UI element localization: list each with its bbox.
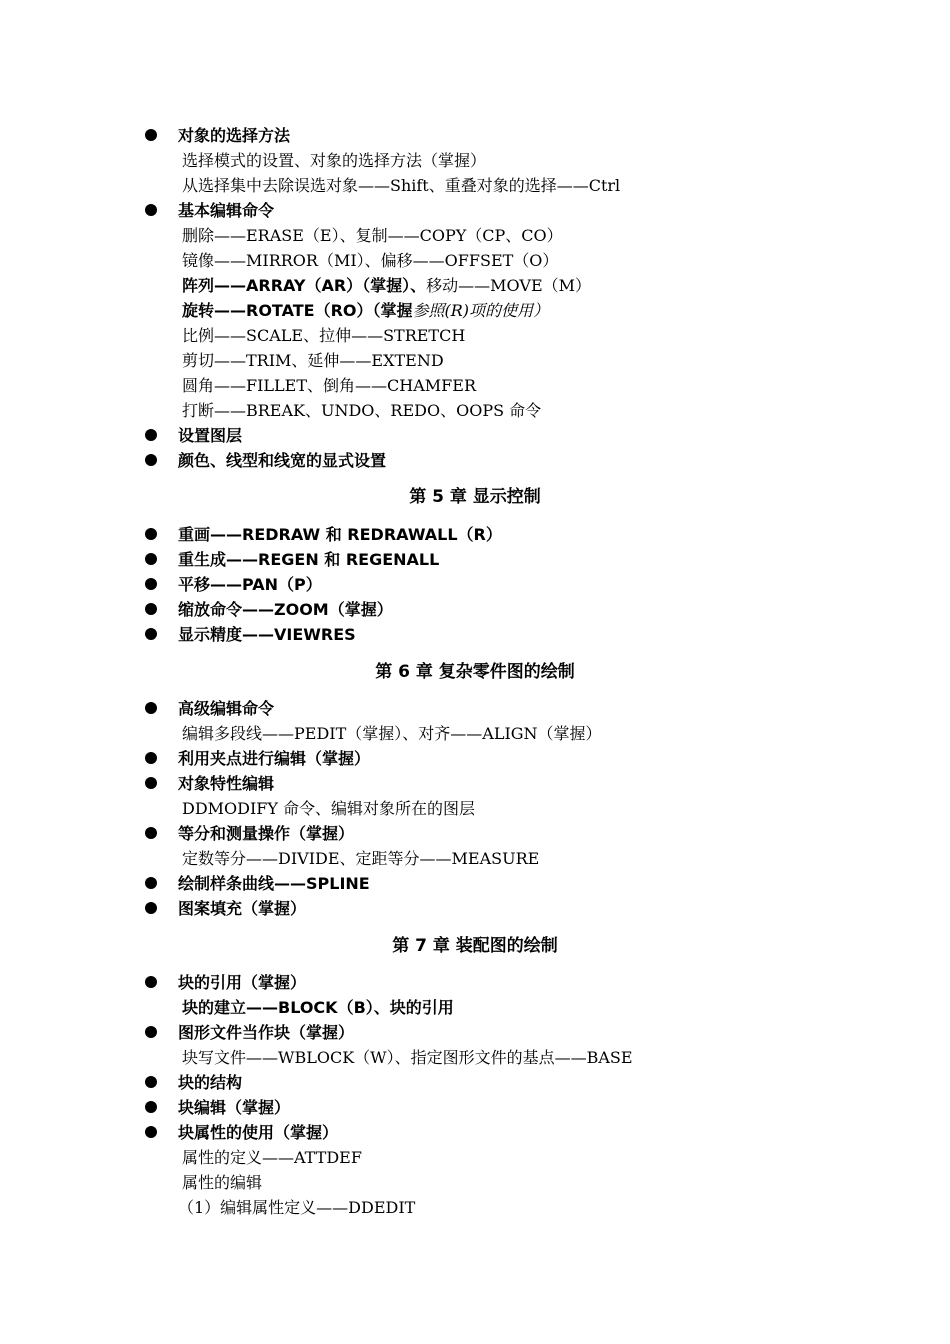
bullet-icon — [145, 1026, 157, 1038]
item-label: 图案填充（掌握） — [178, 899, 307, 918]
bullet-icon — [145, 578, 157, 590]
item-label: 重画——REDRAW 和 REDRAWALL（R） — [178, 525, 502, 544]
bullet-item — [145, 550, 439, 570]
bullet-item — [145, 1023, 354, 1043]
bullet-icon — [145, 603, 157, 615]
bullet-icon — [145, 528, 157, 540]
bullet-item — [145, 1098, 290, 1118]
bullet-item — [145, 426, 242, 446]
sub-item: 打断——BREAK、UNDO、REDO、OOPS 命令 — [182, 401, 542, 420]
bullet-item — [145, 874, 370, 894]
bullet-item — [145, 774, 274, 794]
bullet-icon — [145, 752, 157, 764]
bullet-icon — [145, 902, 157, 914]
item-label: 对象特性编辑 — [178, 774, 275, 793]
sub-item: 剪切——TRIM、延伸——EXTEND — [182, 351, 444, 370]
sub-item: 比例——SCALE、拉伸——STRETCH — [182, 326, 466, 345]
item-label: 绘制样条曲线——SPLINE — [178, 874, 370, 893]
bullet-icon — [145, 877, 157, 889]
bullet-icon — [145, 454, 157, 466]
sub-item-plain-part: 移动——MOVE（M） — [426, 276, 592, 295]
bullet-icon — [145, 976, 157, 988]
item-label: 重生成——REGEN 和 REGENALL — [178, 550, 440, 569]
sub-item: 镜像——MIRROR（MI）、偏移——OFFSET（O） — [182, 251, 559, 270]
item-label: 显示精度——VIEWRES — [178, 625, 356, 644]
chapter-title: 第 7 章 装配图的绘制 — [392, 936, 558, 956]
sub-item: 编辑多段线——PEDIT（掌握）、对齐——ALIGN（掌握） — [182, 724, 602, 743]
bullet-item — [145, 1073, 242, 1093]
item-label: 基本编辑命令 — [178, 201, 275, 220]
item-label: 块的结构 — [178, 1073, 243, 1092]
bullet-item — [145, 973, 306, 993]
chapter-title: 第 6 章 复杂零件图的绘制 — [375, 662, 575, 682]
bullet-item — [145, 575, 322, 595]
item-label: 设置图层 — [178, 426, 243, 445]
bullet-item — [145, 749, 370, 769]
bullet-icon — [145, 429, 157, 441]
item-label: 块的引用（掌握） — [178, 973, 307, 992]
bullet-item — [145, 899, 306, 919]
sub-item-bold-part: 阵列——ARRAY（AR）（掌握）、 — [182, 276, 427, 295]
bullet-item — [145, 525, 502, 545]
sub-item: 选择模式的设置、对象的选择方法（掌握） — [182, 151, 487, 170]
bullet-icon — [145, 628, 157, 640]
chapter-title: 第 5 章 显示控制 — [409, 487, 541, 507]
sub-item-bold-part: 旋转——ROTATE（RO）（掌握 — [182, 301, 413, 320]
bullet-item — [145, 201, 274, 221]
item-label: 缩放命令——ZOOM（掌握） — [178, 600, 393, 619]
sub-item: （1）编辑属性定义——DDEDIT — [178, 1198, 416, 1217]
sub-item: 从选择集中去除误选对象——Shift、重叠对象的选择——Ctrl — [182, 176, 621, 195]
item-label: 等分和测量操作（掌握） — [178, 824, 355, 843]
bullet-item — [145, 451, 386, 471]
item-label: 图形文件当作块（掌握） — [178, 1023, 355, 1042]
item-label: 利用夹点进行编辑（掌握） — [178, 749, 371, 768]
sub-item: 删除——ERASE（E）、复制——COPY（CP、CO） — [182, 226, 563, 245]
bullet-icon — [145, 702, 157, 714]
bullet-icon — [145, 553, 157, 565]
item-label: 块属性的使用（掌握） — [178, 1123, 339, 1142]
item-label: 对象的选择方法 — [178, 126, 291, 145]
item-label: 平移——PAN（P） — [178, 575, 322, 594]
bullet-item — [145, 699, 274, 719]
sub-item: 属性的定义——ATTDEF — [182, 1148, 362, 1167]
bullet-icon — [145, 129, 157, 141]
bullet-icon — [145, 827, 157, 839]
item-label: 高级编辑命令 — [178, 699, 275, 718]
bullet-item — [145, 600, 393, 620]
sub-item: 定数等分——DIVIDE、定距等分——MEASURE — [182, 849, 540, 868]
bullet-icon — [145, 1126, 157, 1138]
sub-item — [182, 301, 549, 321]
bullet-icon — [145, 204, 157, 216]
sub-item: 属性的编辑 — [182, 1173, 263, 1192]
bullet-icon — [145, 1101, 157, 1113]
bullet-icon — [145, 1076, 157, 1088]
bullet-item — [145, 625, 356, 645]
item-label: 块编辑（掌握） — [178, 1098, 291, 1117]
sub-item — [182, 276, 591, 296]
bullet-item — [145, 1123, 338, 1143]
sub-item: 圆角——FILLET、倒角——CHAMFER — [182, 376, 476, 395]
bullet-item — [145, 824, 354, 844]
sub-item: DDMODIFY 命令、编辑对象所在的图层 — [182, 799, 476, 818]
sub-item-italic-part: 参照(R)项的使用） — [412, 301, 550, 320]
sub-item: 块的建立——BLOCK（B）、块的引用 — [182, 998, 454, 1017]
sub-item: 块写文件——WBLOCK（W）、指定图形文件的基点——BASE — [182, 1048, 633, 1067]
item-label: 颜色、线型和线宽的显式设置 — [178, 451, 387, 470]
bullet-item — [145, 126, 290, 146]
bullet-icon — [145, 777, 157, 789]
